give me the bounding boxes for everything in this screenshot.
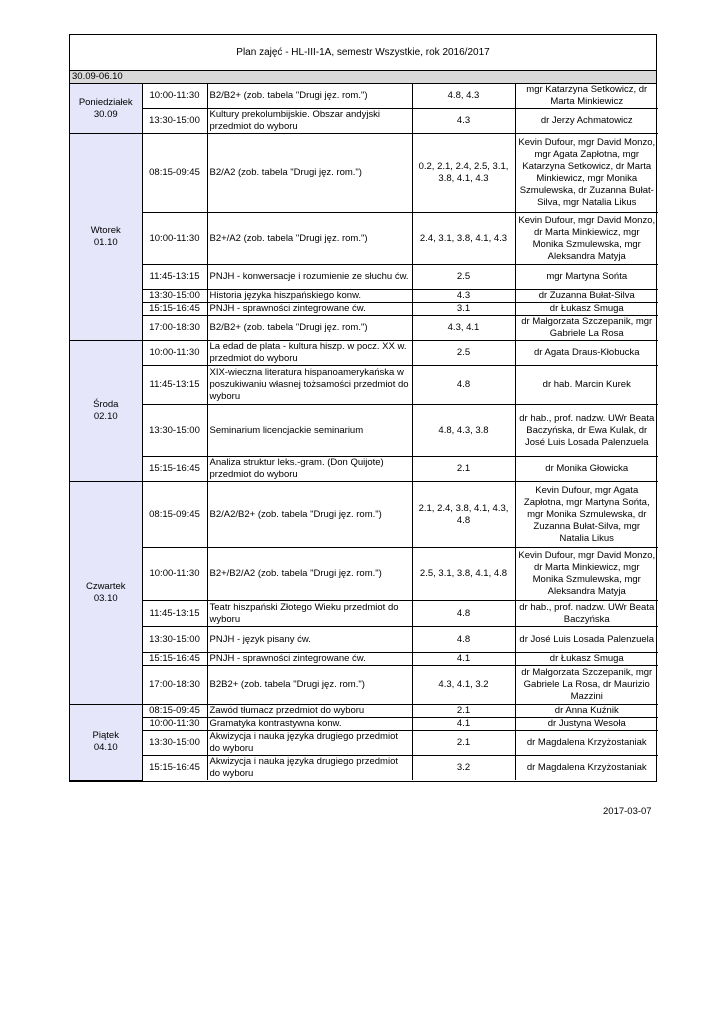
day-date: 04.10 (93, 742, 118, 754)
table-row (70, 731, 658, 756)
time-cell: 10:00-11:30 (142, 548, 207, 601)
teacher-cell: dr hab., prof. nadzw. UWr Beata Baczyńska, dr Ewa Kulak, dr José Luis Losada Palenzuela (515, 405, 658, 457)
teacher-cell: dr Magdalena Krzyżostaniak (515, 731, 658, 756)
day-cell (70, 705, 142, 781)
time-cell: 08:15-09:45 (142, 482, 207, 548)
subject-cell: PNJH - konwersacje i rozumienie ze słuchu ćw. (207, 265, 412, 290)
teacher-cell: Kevin Dufour, mgr David Monzo, dr Marta Minkiewicz, mgr Monika Szmulewska, mgr Aleksandra Matyja (515, 548, 658, 601)
rooms-cell: 4.8, 4.3, 3.8 (412, 405, 515, 457)
teacher-cell: Kevin Dufour, mgr David Monzo, mgr Agata Zapłotna, mgr Katarzyna Setkowicz, dr Marta Minkiewicz, mgr Monika Szmulewska, dr Zuzanna Bułat-Silva, mgr Natalia Likus (515, 134, 658, 213)
time-cell: 17:00-18:30 (142, 316, 207, 341)
teacher-cell: dr Małgorzata Szczepanik, mgr Gabriele La Rosa, dr Maurizio Mazzini (515, 666, 658, 705)
time-cell: 08:15-09:45 (142, 705, 207, 718)
table-row (70, 290, 658, 303)
subject-cell: Historia języka hiszpańskiego konw. (207, 290, 412, 303)
time-cell: 10:00-11:30 (142, 341, 207, 366)
table-row (70, 666, 658, 705)
subject-cell: PNJH - sprawności zintegrowane ćw. (207, 653, 412, 666)
teacher-cell: dr Łukasz Smuga (515, 653, 658, 666)
table-row (70, 84, 658, 109)
rooms-cell: 2.5 (412, 341, 515, 366)
teacher-cell: dr José Luis Losada Palenzuela (515, 627, 658, 653)
time-cell: 13:30-15:00 (142, 731, 207, 756)
time-cell: 15:15-16:45 (142, 756, 207, 781)
subject-cell: Teatr hiszpański Złotego Wieku przedmiot do wyboru (207, 601, 412, 627)
schedule-sheet (69, 34, 657, 782)
subject-cell: B2/A2 (zob. tabela "Drugi jęz. rom.") (207, 134, 412, 213)
schedule-title: Plan zajęć - HL-III-1A, semestr Wszystkie, rok 2016/2017 (70, 35, 656, 71)
print-date: 2017-03-07 (603, 806, 652, 817)
day-date: 03.10 (93, 593, 118, 604)
day-date: 30.09 (93, 108, 118, 120)
rooms-cell: 2.5, 3.1, 3.8, 4.1, 4.8 (412, 548, 515, 601)
table-row (70, 341, 658, 366)
time-cell: 10:00-11:30 (142, 84, 207, 109)
day-cell (70, 134, 142, 341)
table-row (70, 705, 658, 718)
day-cell (70, 482, 142, 705)
time-cell: 11:45-13:15 (142, 265, 207, 290)
subject-cell: Analiza struktur leks.-gram. (Don Quijote) przedmiot do wyboru (207, 457, 412, 482)
time-cell: 11:45-13:15 (142, 601, 207, 627)
time-cell: 13:30-15:00 (142, 405, 207, 457)
table-row (70, 265, 658, 290)
rooms-cell: 2.1, 2.4, 3.8, 4.1, 4.3, 4.8 (412, 482, 515, 548)
day-name: Czwartek (85, 581, 126, 592)
subject-cell: B2+/B2/A2 (zob. tabela "Drugi jęz. rom.") (207, 548, 412, 601)
teacher-cell: dr Agata Draus-Kłobucka (515, 341, 658, 366)
subject-cell: Kultury prekolumbijskie. Obszar andyjski przedmiot do wyboru (207, 109, 412, 134)
rooms-cell: 4.3, 4.1 (412, 316, 515, 341)
day-cell (70, 84, 142, 134)
table-row (70, 548, 658, 601)
subject-cell: B2/B2+ (zob. tabela "Drugi jęz. rom.") (207, 316, 412, 341)
subject-cell: PNJH - język pisany ćw. (207, 627, 412, 653)
schedule-table (70, 84, 658, 781)
day-name: Wtorek (90, 225, 121, 236)
table-row (70, 213, 658, 265)
teacher-cell: Kevin Dufour, mgr David Monzo, dr Marta Minkiewicz, mgr Monika Szmulewska, mgr Aleksandra Matyja (515, 213, 658, 265)
table-row (70, 756, 658, 781)
teacher-cell: dr hab. Marcin Kurek (515, 366, 658, 405)
subject-cell: La edad de plata - kultura hiszp. w pocz. XX w. przedmiot do wyboru (207, 341, 412, 366)
rooms-cell: 4.3, 4.1, 3.2 (412, 666, 515, 705)
subject-cell: B2/B2+ (zob. tabela "Drugi jęz. rom.") (207, 84, 412, 109)
time-cell: 13:30-15:00 (142, 109, 207, 134)
teacher-cell: mgr Katarzyna Setkowicz, dr Marta Minkiewicz (515, 84, 658, 109)
table-row (70, 482, 658, 548)
teacher-cell: dr Małgorzata Szczepanik, mgr Gabriele La Rosa (515, 316, 658, 341)
rooms-cell: 4.1 (412, 718, 515, 731)
table-row (70, 316, 658, 341)
rooms-cell: 2.1 (412, 705, 515, 718)
time-cell: 17:00-18:30 (142, 666, 207, 705)
rooms-cell: 3.1 (412, 303, 515, 316)
teacher-cell: dr Magdalena Krzyżostaniak (515, 756, 658, 781)
teacher-cell: dr Łukasz Smuga (515, 303, 658, 316)
rooms-cell: 2.4, 3.1, 3.8, 4.1, 4.3 (412, 213, 515, 265)
table-row (70, 134, 658, 213)
rooms-cell: 2.1 (412, 731, 515, 756)
table-row (70, 303, 658, 316)
subject-cell: B2/A2/B2+ (zob. tabela "Drugi jęz. rom.") (207, 482, 412, 548)
subject-cell: Akwizycja i nauka języka drugiego przedmiot do wyboru (207, 731, 412, 756)
table-row (70, 653, 658, 666)
day-date: 01.10 (93, 237, 118, 248)
teacher-cell: dr Justyna Wesoła (515, 718, 658, 731)
subject-cell: Seminarium licencjackie seminarium (207, 405, 412, 457)
day-name: Poniedziałek (78, 96, 133, 108)
time-cell: 11:45-13:15 (142, 366, 207, 405)
time-cell: 15:15-16:45 (142, 457, 207, 482)
rooms-cell: 2.5 (412, 265, 515, 290)
subject-cell: PNJH - sprawności zintegrowane ćw. (207, 303, 412, 316)
day-date: 02.10 (93, 411, 118, 422)
subject-cell: Gramatyka kontrastywna konw. (207, 718, 412, 731)
teacher-cell: Kevin Dufour, mgr Agata Zapłotna, mgr Martyna Sońta, mgr Monika Szmulewska, dr Zuzanna Bułat-Silva, mgr Natalia Likus (515, 482, 658, 548)
day-name: Piątek (92, 730, 119, 742)
teacher-cell: dr Jerzy Achmatowicz (515, 109, 658, 134)
rooms-cell: 4.8 (412, 366, 515, 405)
subject-cell: Akwizycja i nauka języka drugiego przedmiot do wyboru (207, 756, 412, 781)
rooms-cell: 4.8 (412, 627, 515, 653)
table-row (70, 627, 658, 653)
rooms-cell: 4.8, 4.3 (412, 84, 515, 109)
time-cell: 08:15-09:45 (142, 134, 207, 213)
day-cell (70, 341, 142, 482)
time-cell: 10:00-11:30 (142, 213, 207, 265)
week-range: 30.09-06.10 (70, 71, 656, 84)
table-row (70, 366, 658, 405)
teacher-cell: dr Monika Głowicka (515, 457, 658, 482)
time-cell: 15:15-16:45 (142, 303, 207, 316)
rooms-cell: 2.1 (412, 457, 515, 482)
day-name: Środa (93, 399, 119, 410)
rooms-cell: 4.3 (412, 109, 515, 134)
table-row (70, 405, 658, 457)
schedule-body (70, 84, 658, 780)
teacher-cell: dr Anna Kuźnik (515, 705, 658, 718)
subject-cell: B2+/A2 (zob. tabela "Drugi jęz. rom.") (207, 213, 412, 265)
time-cell: 13:30-15:00 (142, 290, 207, 303)
rooms-cell: 0.2, 2.1, 2.4, 2.5, 3.1, 3.8, 4.1, 4.3 (412, 134, 515, 213)
table-row (70, 601, 658, 627)
table-row (70, 718, 658, 731)
rooms-cell: 4.3 (412, 290, 515, 303)
table-row (70, 457, 658, 482)
time-cell: 13:30-15:00 (142, 627, 207, 653)
teacher-cell: mgr Martyna Sońta (515, 265, 658, 290)
time-cell: 15:15-16:45 (142, 653, 207, 666)
rooms-cell: 4.1 (412, 653, 515, 666)
subject-cell: B2B2+ (zob. tabela "Drugi jęz. rom.") (207, 666, 412, 705)
teacher-cell: dr Zuzanna Bułat-Silva (515, 290, 658, 303)
time-cell: 10:00-11:30 (142, 718, 207, 731)
rooms-cell: 4.8 (412, 601, 515, 627)
teacher-cell: dr hab., prof. nadzw. UWr Beata Baczyńska (515, 601, 658, 627)
subject-cell: Zawód tłumacz przedmiot do wyboru (207, 705, 412, 718)
rooms-cell: 3.2 (412, 756, 515, 781)
table-row (70, 109, 658, 134)
subject-cell: XIX-wieczna literatura hispanoamerykańska w poszukiwaniu własnej tożsamości przedmiot do wyboru (207, 366, 412, 405)
